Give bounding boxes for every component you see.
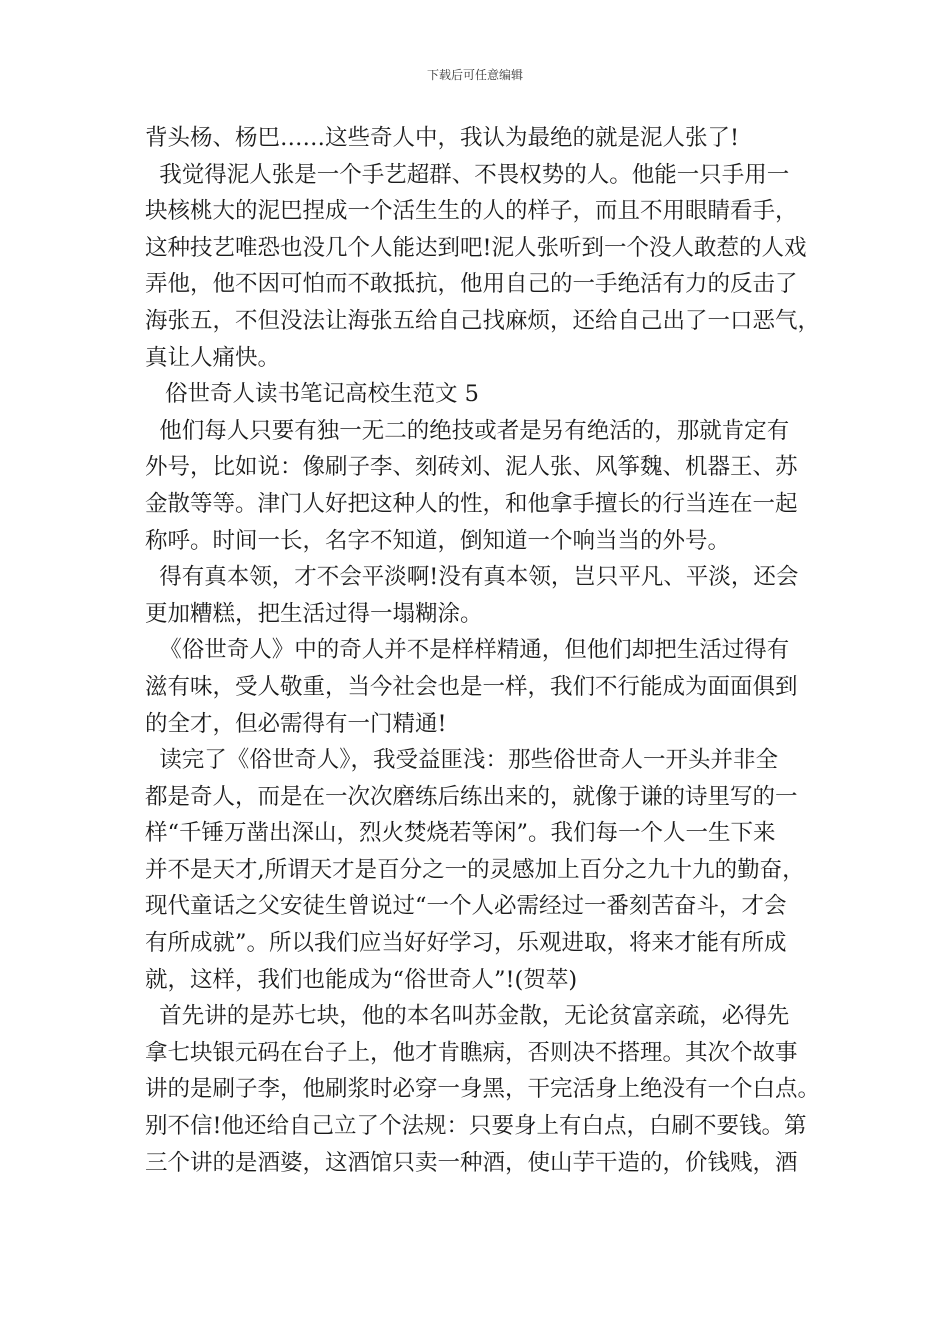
text-line: 别不信!他还给自己立了个法规：只要身上有白点，白刷不要钱。第 [145,1113,807,1140]
text-line: 块核桃大的泥巴捏成一个活生生的人的样子，而且不用眼睛看手， [145,198,798,225]
text-line: 称呼。时间一长，名字不知道，倒知道一个响当当的外号。 [145,527,731,554]
text-line: 样“千锤万凿出深山，烈火焚烧若等闲”。我们每一个人一生下来 [145,820,776,847]
text-line: 并不是天才,所谓天才是百分之一的灵感加上百分之九十九的勤奋， [145,856,805,883]
text-line: 他们每人只要有独一无二的绝技或者是另有绝活的，那就肯定有 [145,417,790,444]
text-line: 更加糟糕，把生活过得一塌糊涂。 [145,600,483,627]
text-line: 真让人痛快。 [145,344,281,371]
text-line: 金散等等。津门人好把这种人的性，和他拿手擅长的行当连在一起 [145,490,798,517]
text-line: 拿七块银元码在台子上，他才肯瞧病，否则决不搭理。其次个故事 [145,1039,798,1066]
text-line: 外号，比如说：像刷子李、刻砖刘、泥人张、风筝魏、机器王、苏 [145,454,798,481]
text-line: 我觉得泥人张是一个手艺超群、不畏权势的人。他能一只手用一 [145,161,790,188]
text-line: 滋有味，受人敬重，当今社会也是一样，我们不行能成为面面俱到 [145,673,798,700]
text-line: 的全才，但必需得有一门精通! [145,710,447,737]
page-header: 下载后可任意编辑 [426,68,523,82]
text-line: 都是奇人，而是在一次次磨练后练出来的，就像于谦的诗里写的一 [145,783,798,810]
section-heading: 俗世奇人读书笔记高校生范文 5 [165,381,479,408]
document-body [145,120,821,1181]
text-line: 海张五，不但没法让海张五给自己找麻烦，还给自己出了一口恶气， [145,307,821,334]
text-line: 有所成就”。所以我们应当好好学习，乐观进取，将来才能有所成 [145,930,787,957]
text-line: 弄他，他不因可怕而不敢抵抗，他用自己的一手绝活有力的反击了 [145,271,798,298]
text-line: 三个讲的是酒婆，这酒馆只卖一种酒，使山芋干造的，价钱贱，酒 [145,1149,798,1176]
text-line: 现代童话之父安徒生曾说过“一个人必需经过一番刻苦奋斗，才会 [145,893,787,920]
text-line: 就，这样，我们也能成为“俗世奇人”!(贺萃) [145,966,578,993]
text-line: 讲的是刷子李，他刷浆时必穿一身黑，干完活身上绝没有一个白点。 [145,1076,821,1103]
text-line: 读完了《俗世奇人》，我受益匪浅：那些俗世奇人一开头并非全 [145,747,779,774]
text-line: 《俗世奇人》中的奇人并不是样样精通，但他们却把生活过得有 [145,637,790,664]
text-line: 得有真本领，才不会平淡啊!没有真本领，岂只平凡、平淡，还会 [145,564,799,591]
text-line: 这种技艺唯恐也没几个人能达到吧!泥人张听到一个没人敢惹的人戏 [145,234,807,261]
text-line: 首先讲的是苏七块，他的本名叫苏金散，无论贫富亲疏，必得先 [145,1003,790,1030]
text-line: 背头杨、杨巴……这些奇人中，我认为最绝的就是泥人张了! [145,125,740,151]
